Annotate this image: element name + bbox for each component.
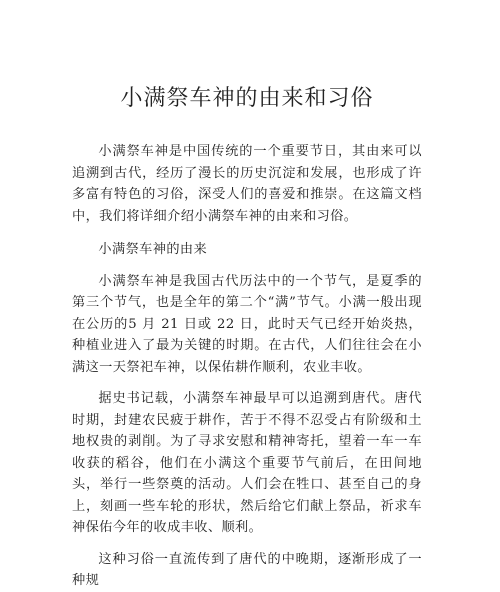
body-paragraph-1: 小满祭车神是我国古代历法中的一个节气，是夏季的第三个节气，也是全年的第二个“满”节气。小满一般出现在公历的5 月 21 日或 22 日，此时天气已经开始炎热，种植业进入了最为关键的时期。在古代，人们往往会在小满这一天祭祀车神，以保佑耕作顺利，农业丰收。 [72, 273, 422, 375]
intro-paragraph: 小满祭车神是中国传统的一个重要节日，其由来可以追溯到古代，经历了漫长的历史沉淀和发展，也形成了许多富有特色的习俗，深受人们的喜爱和推崇。在这篇文档中，我们将详细介绍小满祭车神的由来和习俗。 [72, 144, 422, 224]
document-title: 小满祭车神的由来和习俗 [120, 86, 374, 111]
section-heading: 小满祭车神的由来 [98, 242, 208, 257]
body-paragraph-2: 据史书记载，小满祭车神最早可以追溯到唐代。唐代时期，封建农民疲于耕作，苦于不得不忍受占有阶级和土地权贵的剥削。为了寻求安慰和精神寄托，望着一车一车收获的稻谷，他们在小满这个重要节气前后，在田间地头，举行一些祭奠的活动。人们会在牲口、甚至自己的身上，刻画一些车轮的形状，然后给它们献上祭品，祈求车神保佑今年的收成丰收、顺利。 [72, 391, 422, 535]
body-paragraph-3: 这种习俗一直流传到了唐代的中晚期，逐渐形成了一种规 [72, 551, 422, 588]
